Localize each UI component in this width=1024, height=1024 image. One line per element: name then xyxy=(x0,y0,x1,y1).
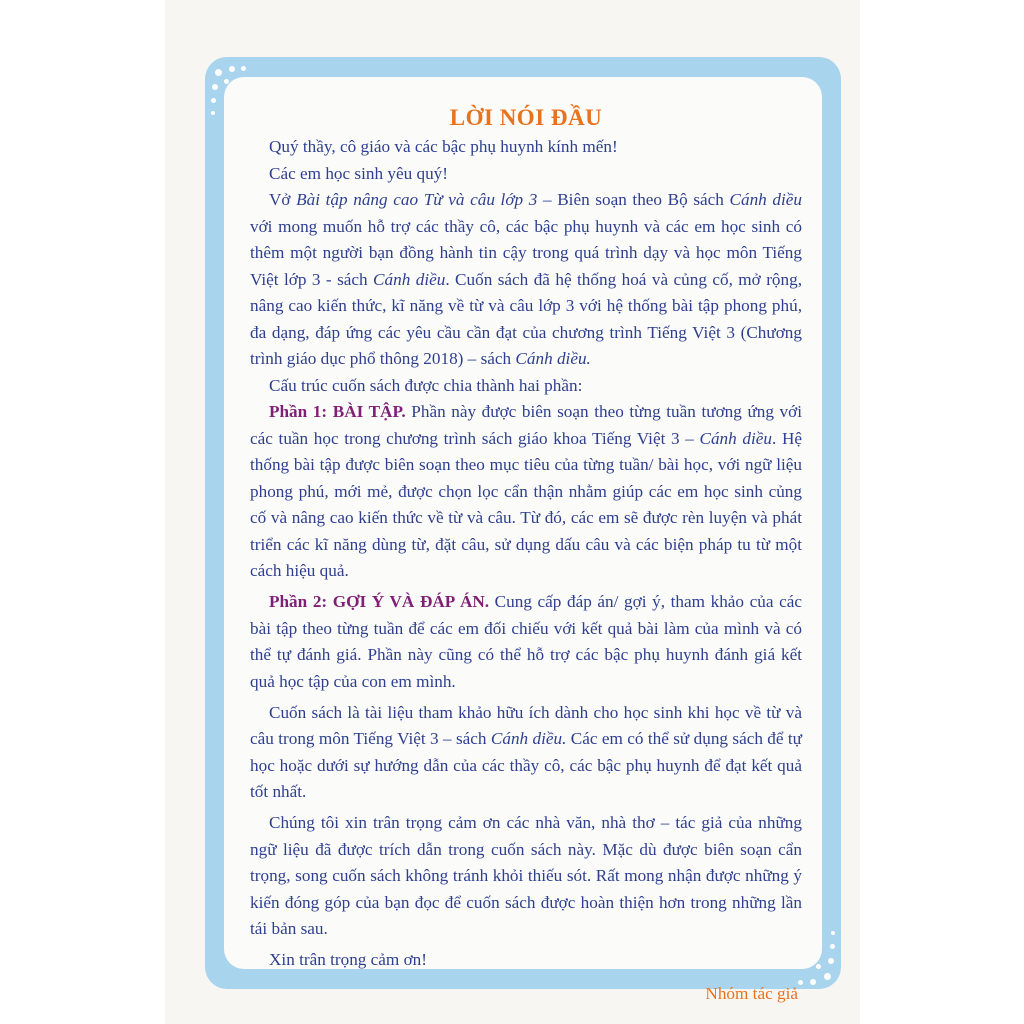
frame-dot xyxy=(830,944,835,949)
frame-dot xyxy=(211,98,216,103)
greeting-parents: Quý thầy, cô giáo và các bậc phụ huynh kính mến! xyxy=(269,137,618,156)
series-name: Cánh diều. xyxy=(515,349,591,368)
part2-paragraph: Phần 2: GỢI Ý VÀ ĐÁP ÁN. Cung cấp đáp án/ gợi ý, tham khảo của các bài tập theo từng tuần để các em đối chiếu với kết quả bài làm của mình và có thể tự đánh giá. Phần này cũng có thể hỗ trợ các bậc phụ huynh đánh giá kết quả học tập của con em mình. xyxy=(250,592,802,691)
frame-dot xyxy=(229,66,235,72)
series-name: Cánh diều xyxy=(373,269,446,289)
series-name: Cánh diều. xyxy=(490,729,567,749)
frame-dot xyxy=(215,69,222,76)
frame-dot xyxy=(831,931,835,935)
book-title: Bài tập nâng cao Từ và câu lớp 3 xyxy=(296,190,538,209)
frame-dot xyxy=(241,66,246,71)
signature: Nhóm tác giả xyxy=(705,983,798,1003)
part1-label: Phần 1: BÀI TẬP. xyxy=(269,402,406,421)
greeting-students: Các em học sinh yêu quý! xyxy=(269,163,448,183)
frame-dot xyxy=(828,958,834,964)
frame-dot xyxy=(224,79,229,84)
part2-label: Phần 2: GỢI Ý VÀ ĐÁP ÁN. xyxy=(269,592,490,612)
usage-paragraph: Cuốn sách là tài liệu tham khảo hữu ích dành cho học sinh khi học về từ và câu trong môn Tiếng Việt 3 – sách Cánh diều. Các em có thể sử dụng sách để tự học hoặc dưới sự hướng dẫn của các thầy cô, các bậc phụ huynh để đạt kết quả tốt nhất. xyxy=(250,702,802,802)
intro-paragraph: Vở Bài tập nâng cao Từ và câu lớp 3 – Biên soạn theo Bộ sách Cánh diều với mong muốn hỗ trợ các thầy cô, các bậc phụ huynh và các em học sinh có thêm một người bạn đồng hành tin cậy trong quá trình dạy và học môn Tiếng Việt lớp 3 - sách Cánh diều. Cuốn sách đã hệ thống hoá và củng cố, mở rộng, nâng cao kiến thức, kĩ năng về từ và câu lớp 3 với hệ thống bài tập phong phú, đa dạng, đáp ứng các yêu cầu cần đạt của chương trình Tiếng Việt 3 (Chương trình giáo dục phổ thông 2018) – sách Cánh diều. xyxy=(250,190,803,368)
part1-paragraph: Phần 1: BÀI TẬP. Phần này được biên soạn theo từng tuần tương ứng với các tuần học trong chương trình sách giáo khoa Tiếng Việt 3 – Cánh diều. Hệ thống bài tập được biên soạn theo mục tiêu của từng tuần/ bài học, với ngữ liệu phong phú, mới mẻ, được chọn lọc cẩn thận nhằm giúp các em học sinh củng cố và nâng cao kiến thức về từ và câu. Từ đó, các em sẽ được rèn luyện và phát triển các kĩ năng dùng từ, đặt câu, sử dụng dấu câu và các biện pháp tu từ một cách hiệu quả. xyxy=(250,402,803,580)
closing-line: Xin trân trọng cảm ơn! xyxy=(269,950,428,970)
series-name: Cánh diều xyxy=(699,428,772,448)
frame-dot xyxy=(810,979,816,985)
series-name: Cánh diều xyxy=(729,190,803,209)
frame-dot xyxy=(824,973,831,980)
preface-content xyxy=(250,103,802,1007)
frame-dot xyxy=(212,84,218,90)
structure-paragraph: Cấu trúc cuốn sách được chia thành hai phần: xyxy=(269,375,583,395)
frame-dot xyxy=(816,964,821,969)
thanks-paragraph: Chúng tôi xin trân trọng cảm ơn các nhà văn, nhà thơ – tác giả của những ngữ liệu đã được trích dẫn trong cuốn sách này. Mặc dù được biên soạn cẩn trọng, song cuốn sách không tránh khỏi thiếu sót. Rất mong nhận được những ý kiến đóng góp của bạn đọc để cuốn sách được hoàn thiện hơn trong những lần tái bản sau. xyxy=(250,813,802,939)
frame-dot xyxy=(211,111,215,115)
page-title: LỜI NÓI ĐẦU xyxy=(449,105,603,130)
